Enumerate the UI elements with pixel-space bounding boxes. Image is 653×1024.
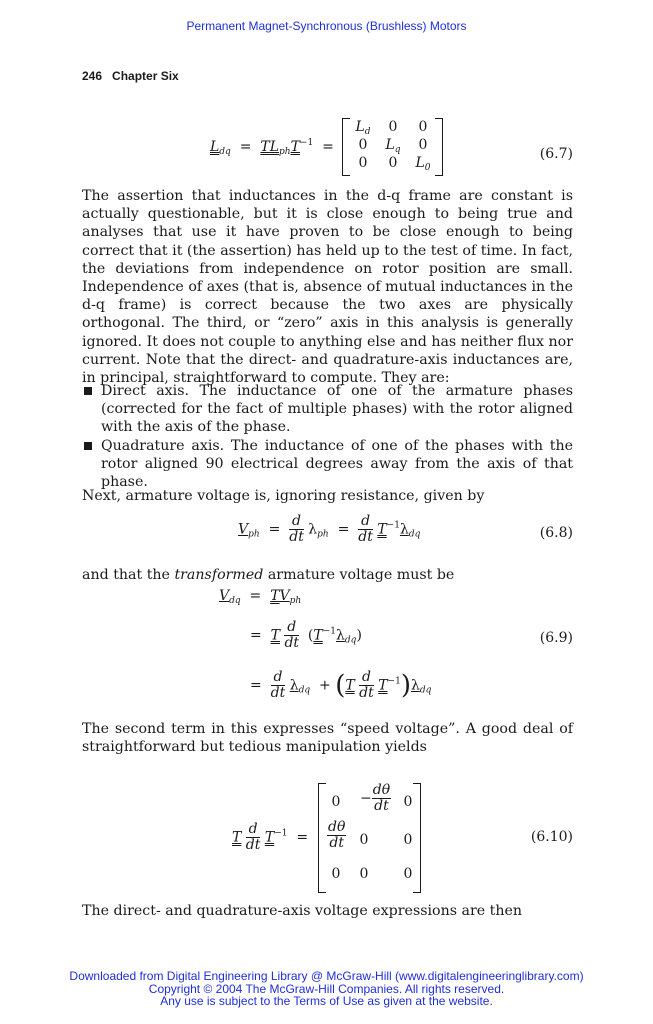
eq-superscript: −1	[386, 520, 400, 531]
eq-subscript: ph	[279, 147, 291, 157]
eq-symbol: V	[219, 588, 230, 604]
eq-symbol: T	[290, 139, 300, 155]
eq-subscript: ph	[289, 596, 302, 606]
eq-superscript: −1	[322, 626, 337, 637]
eq-symbol: λ	[308, 521, 318, 538]
eq-fraction: $\frac{d}{dt}$	[289, 513, 304, 545]
equation-number: (6.8)	[539, 525, 573, 541]
eq-subscript: ph	[317, 529, 329, 540]
matrix-cell: $L_0$	[415, 155, 431, 173]
list-item-text: Direct axis. The inductance of one of the armature phases (corrected for the fact of multiple phases) with the rotor aligned with the axis of the phase.	[101, 383, 573, 436]
equation-6-10-lhs: T $\frac{d}{dt}$ $T^{-1}$ =	[232, 821, 309, 853]
eq-symbol: V	[238, 521, 249, 538]
eq-symbol: T	[270, 588, 280, 604]
list-item	[82, 382, 573, 437]
body-paragraph: The second term in this expresses “speed voltage”. A good deal of straightforward but tedious manipulation yields	[82, 721, 573, 756]
eq-symbol: λ	[410, 677, 420, 694]
page-number: 246	[82, 69, 103, 83]
eq-symbol: T	[345, 677, 355, 694]
chapter-label: Chapter Six	[112, 69, 179, 83]
eq-subscript: dq	[419, 685, 432, 696]
body-paragraph	[82, 566, 573, 584]
equation-number: (6.7)	[539, 146, 573, 162]
equation-number: (6.10)	[530, 829, 573, 845]
body-paragraph: Next, armature voltage is, ignoring resistance, given by	[82, 488, 485, 504]
eq-fraction: $\frac{d}{dt}$	[358, 513, 373, 545]
matrix-cell: − $\frac{d\theta}{dt}$	[360, 782, 391, 814]
eq-symbol: T	[264, 829, 275, 846]
matrix-cell: 0	[359, 832, 369, 848]
footer-terms-link[interactable]: Any use is subject to the Terms of Use as given at the website.	[160, 994, 493, 1008]
matrix-cell: 0	[403, 866, 413, 882]
equation-6-7: $L_{dq} = TL_{ph}T^{-1}$ = $L_d$ 0 0 0 $L_q$ 0 0 0 $L_0$	[210, 118, 450, 176]
equation-6-8: $V_{ph}$ = $\frac{d}{dt}$ $\lambda_{ph}$ = $\frac{d}{dt}$ $T^{-1}\lambda_{dq}$	[238, 513, 421, 545]
eq-symbol: T	[313, 627, 323, 644]
page-heading	[82, 69, 179, 83]
eq-superscript: −1	[299, 138, 314, 148]
eq-subscript: dq	[408, 529, 421, 540]
eq-subscript: ph	[248, 529, 260, 540]
eq-symbol: T	[377, 521, 387, 538]
matrix-cell: 0	[418, 119, 428, 135]
matrix-cell: 0	[388, 155, 398, 171]
eq-symbol: T	[232, 829, 242, 846]
list-item	[82, 437, 573, 492]
eq-subscript: dq	[229, 596, 241, 606]
eq-symbol: T	[270, 627, 280, 644]
matrix-cell: 0	[388, 119, 398, 135]
text-run: armature voltage must be	[263, 567, 455, 583]
eq-symbol: λ	[289, 677, 299, 694]
eq-symbol: L	[210, 139, 220, 155]
equation-6-9-line2: = T $\frac{d}{dt}$ $(T^{-1}\lambda_{dq})$	[250, 619, 362, 651]
eq-symbol: L	[269, 139, 280, 155]
copyright-footer	[0, 970, 653, 1008]
eq-symbol: λ	[336, 627, 345, 644]
matrix-cell: 0	[358, 137, 368, 153]
matrix-cell: 0	[331, 794, 341, 810]
eq-fraction: $\frac{d}{dt}$	[359, 669, 374, 701]
eq-symbol: T	[260, 139, 270, 155]
body-paragraph: The assertion that inductances in the d-q frame are constant is actually questionable, but it is close enough to being true and analyses that use it have proven to be close enough to being correct that it (the assertion) has held up to the test of time. In fact, the deviations from independence on rotor position are small. Independence of axes (that is, absence of mutual inductances in the d-q frame) is correct because the two axes are physically orthogonal. The third, or “zero” axis in this analysis is generally ignored. It does not couple to anything else and has neither flux nor current. Note that the direct- and quadrature-axis inductances are, in principal, straightforward to compute. They are:	[82, 188, 573, 387]
matrix-cell: 0	[403, 794, 413, 810]
eq-superscript: −1	[274, 828, 288, 839]
matrix-cell: 0	[403, 832, 413, 848]
matrix-cell: 0	[358, 155, 368, 171]
eq-symbol: V	[279, 588, 290, 604]
emphasis-text: transformed	[174, 567, 264, 583]
matrix-cell: $\frac{d\theta}{dt}$	[328, 819, 346, 851]
eq-symbol: T	[378, 677, 388, 694]
matrix-cell: 0	[331, 866, 341, 882]
matrix-cell: 0	[359, 866, 369, 882]
eq-subscript: dq	[344, 635, 357, 646]
eq-subscript: dq	[298, 685, 311, 696]
body-paragraph: The direct- and quadrature-axis voltage expressions are then	[82, 903, 523, 919]
list-item-text: Quadrature axis. The inductance of one of the phases with the rotor aligned 90 electrical degrees away from the axis of that phase.	[101, 437, 573, 491]
eq-superscript: −1	[387, 676, 401, 687]
footer-download-link[interactable]: Downloaded from Digital Engineering Library @ McGraw-Hill (www.digitalengineeringlibrary.com)	[69, 969, 584, 983]
equation-number: (6.9)	[539, 630, 573, 646]
footer-copyright: Copyright © 2004 The McGraw-Hill Companies. All rights reserved.	[148, 981, 505, 996]
eq-fraction: $\frac{d}{dt}$	[245, 821, 261, 853]
eq-fraction: $\frac{d}{dt}$	[270, 669, 286, 701]
matrix-cell: 0	[418, 137, 428, 153]
text-run: and that the	[82, 567, 175, 583]
equation-6-9-line1: $V_{dq} = TV_{ph}$	[219, 588, 302, 606]
matrix-cell: $L_d$	[355, 119, 371, 137]
eq-fraction: $\frac{d}{dt}$	[284, 619, 300, 651]
bullet-list	[82, 382, 573, 491]
matrix-cell: $L_q$	[385, 137, 401, 155]
running-header: Permanent Magnet-Synchronous (Brushless) Motors	[186, 19, 467, 33]
equation-6-9-line3: = $\frac{d}{dt}$ $\lambda_{dq} + (T$ $\frac{d}{dt}$ $T^{-1})\lambda_{dq}$	[250, 669, 432, 701]
eq-symbol: λ	[399, 521, 409, 538]
eq-subscript: dq	[219, 147, 231, 157]
